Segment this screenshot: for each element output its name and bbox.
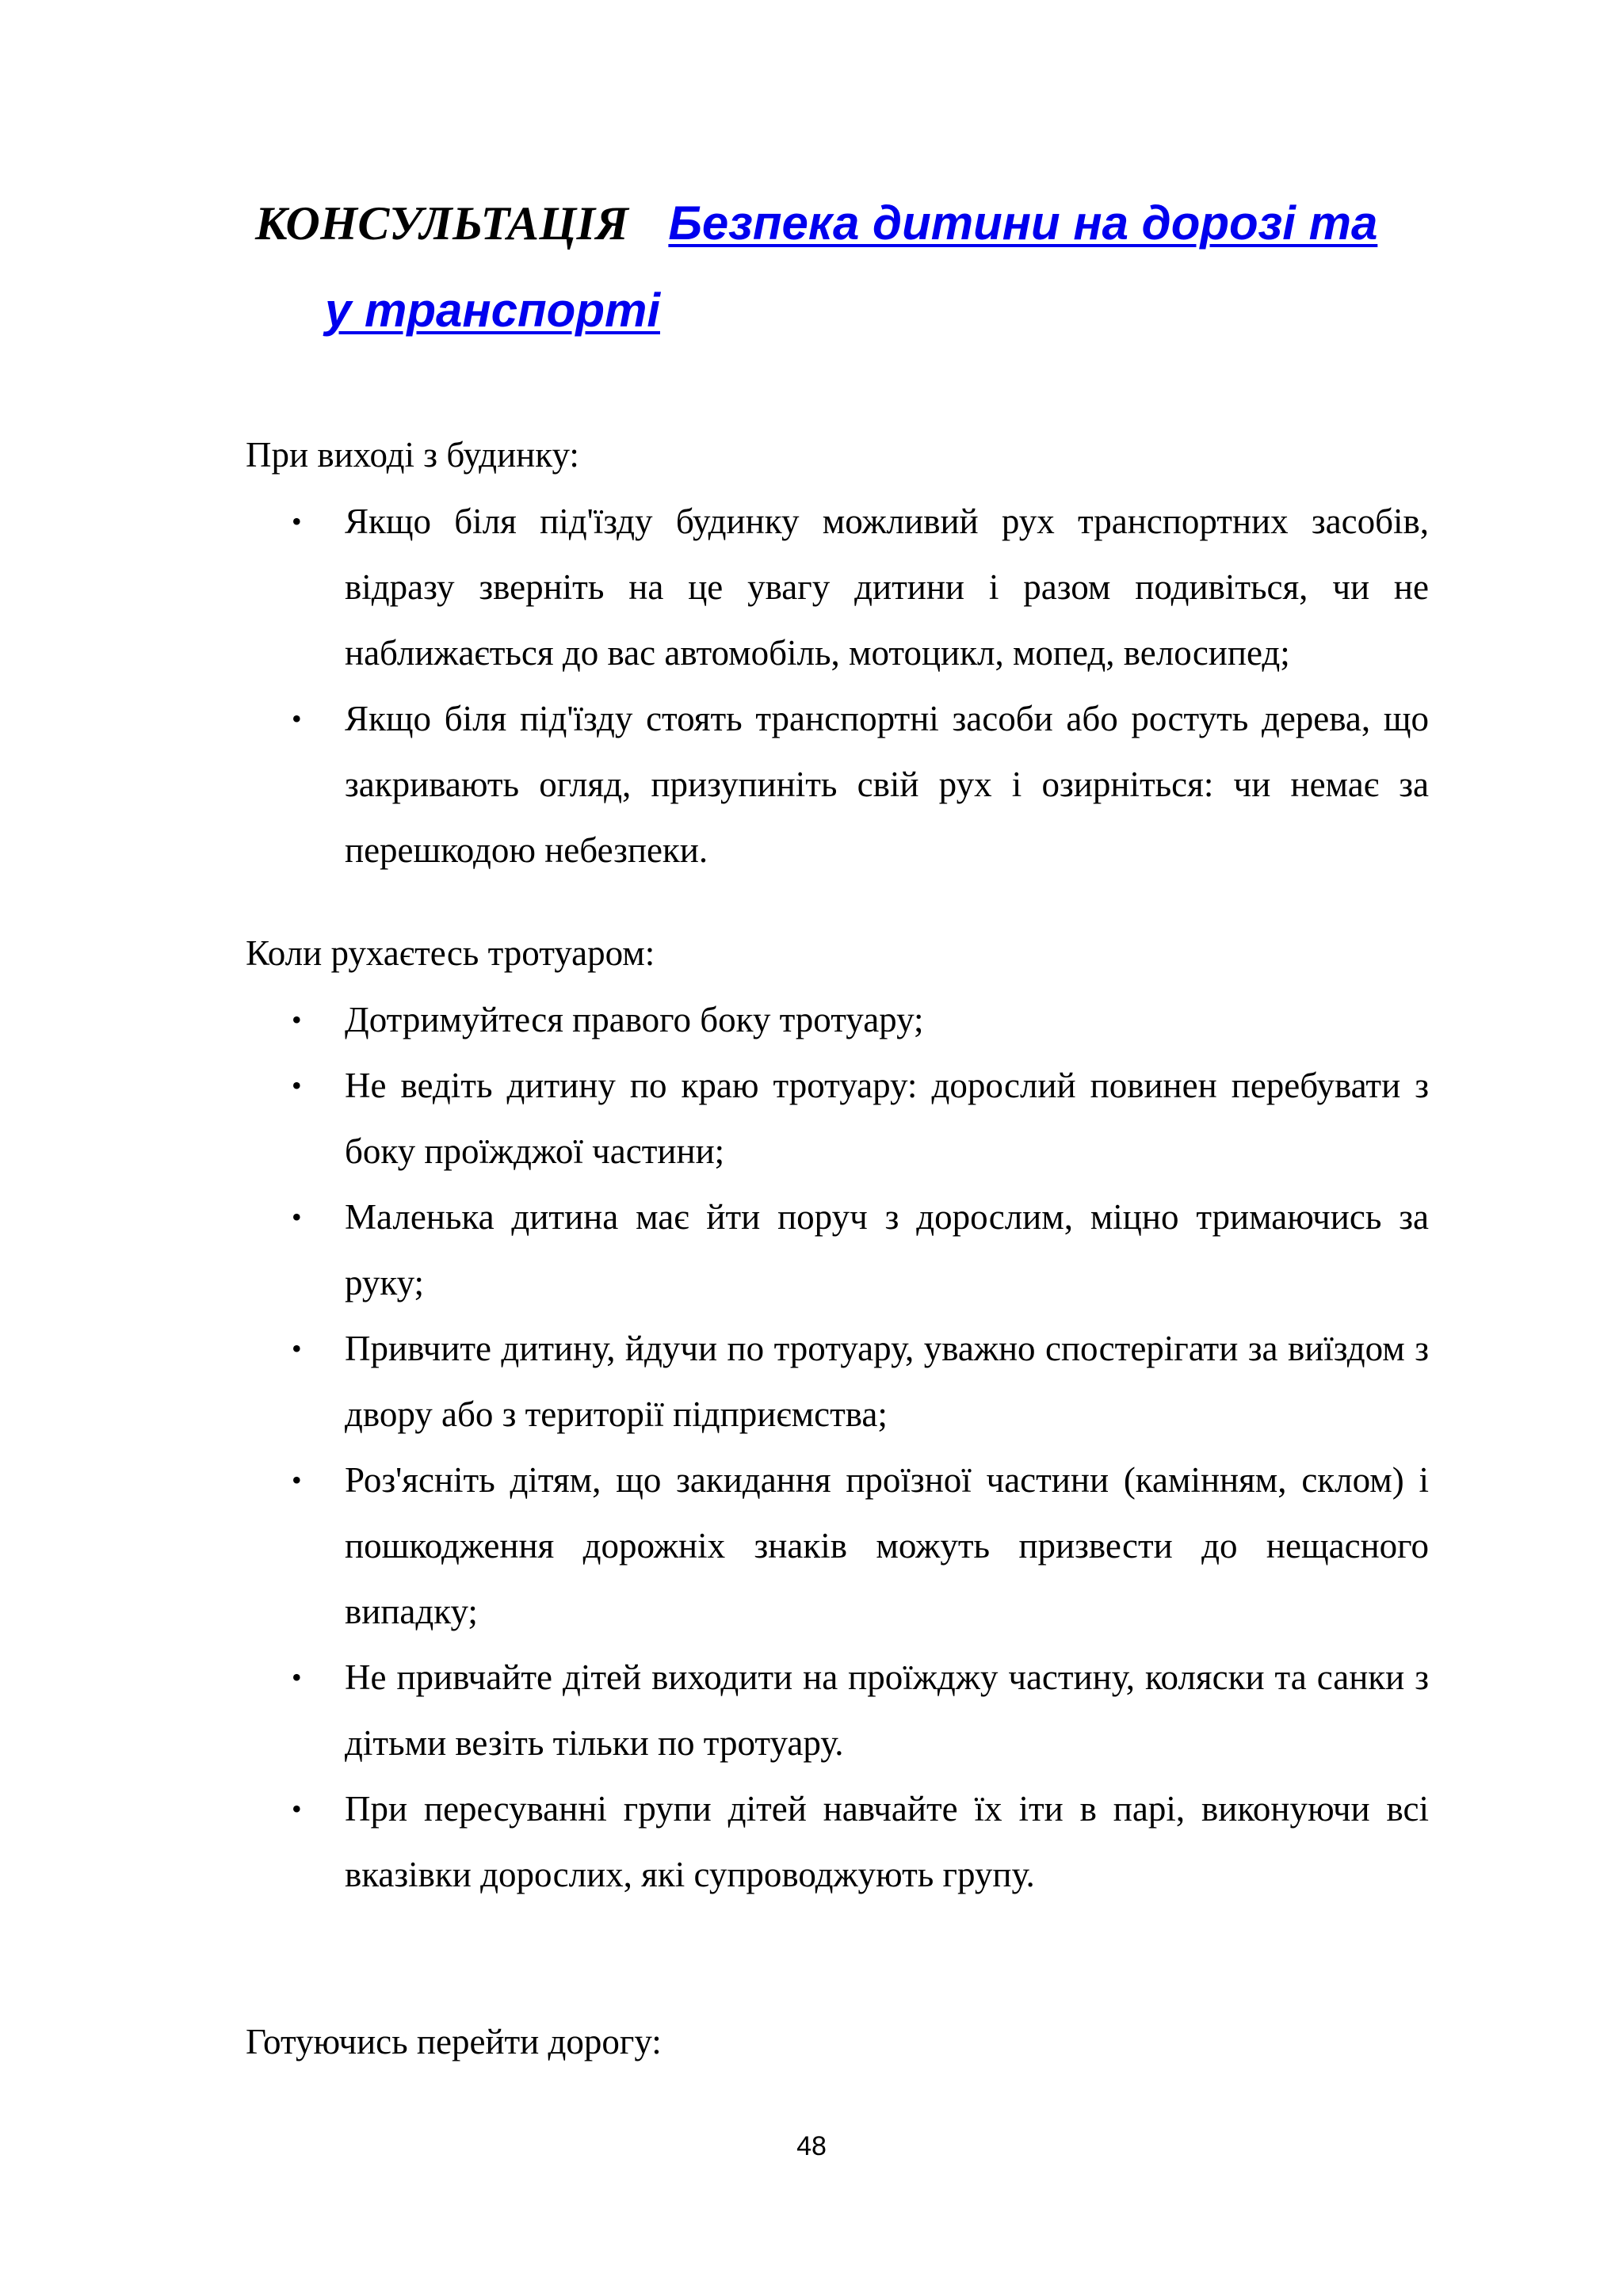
list-item-text: Якщо біля під'їзду будинку можливий рух транспортних засобів, відразу зверніть на це увагу дитини і разом подивіться, чи не наближається до вас автомобіль, мотоцикл, мопед, велосипед; [345, 502, 1429, 673]
list-item-text: Маленька дитина має йти поруч з дорослим, міцно тримаючись за руку; [345, 1197, 1429, 1302]
bullet-icon: • [292, 1464, 302, 1496]
heading-line-2 [325, 271, 660, 350]
list-item [246, 987, 1429, 1053]
heading-line-1 [255, 184, 1377, 263]
list-item [246, 1447, 1429, 1645]
list-item-text: Якщо біля під'їзду стоять транспортні засоби або ростуть дерева, що закривають огляд, призупиніть свій рух і озирніться: чи немає за перешкодою небезпеки. [345, 699, 1429, 870]
section-title-exit-home: При виході з будинку: [246, 435, 579, 475]
list-item-text: Не ведіть дитину по краю тротуару: дорослий повинен перебувати з боку проїжджої частини; [345, 1066, 1429, 1171]
heading-label: КОНСУЛЬТАЦІЯ [255, 197, 629, 250]
list-item [246, 1184, 1429, 1316]
list-item-text: При пересуванні групи дітей навчайте їх іти в парі, виконуючи всі вказівки дорослих, які супроводжують групу. [345, 1789, 1429, 1894]
page-number: 48 [796, 2131, 827, 2161]
list-item-text: Дотримуйтеся правого боку тротуару; [345, 1000, 924, 1039]
list-sidewalk [246, 987, 1429, 1908]
heading-link-line-2[interactable]: у транспорті [325, 284, 660, 337]
list-item [246, 1316, 1429, 1447]
list-item-text: Роз'ясніть дітям, що закидання проїзної частини (камінням, склом) і пошкодження дорожніх знаків можуть призвести до нещасного випадку; [345, 1460, 1429, 1631]
bullet-icon: • [292, 505, 302, 537]
bullet-icon: • [292, 1201, 302, 1233]
list-item [246, 686, 1429, 883]
list-item [246, 1645, 1429, 1776]
list-item-text: Привчите дитину, йдучи по тротуару, уважно спостерігати за виїздом з двору або з території підприємства; [345, 1329, 1429, 1434]
bullet-icon: • [292, 1333, 302, 1364]
list-item [246, 1053, 1429, 1184]
bullet-icon: • [292, 1004, 302, 1035]
list-item [246, 1776, 1429, 1908]
list-item-text: Не привчайте дітей виходити на проїжджу частину, коляски та санки з дітьми везіть тільки по тротуару. [345, 1657, 1429, 1763]
bullet-icon: • [292, 1070, 302, 1101]
section-title-sidewalk: Коли рухаєтесь тротуаром: [246, 933, 655, 973]
heading-link-line-1[interactable]: Безпека дитини на дорозі та [668, 196, 1378, 250]
bullet-icon: • [292, 1793, 302, 1825]
section-title-cross-road: Готуючись перейти дорогу: [246, 2022, 662, 2061]
bullet-icon: • [292, 703, 302, 734]
bullet-icon: • [292, 1661, 302, 1693]
list-exit-home [246, 489, 1429, 883]
list-item [246, 489, 1429, 686]
